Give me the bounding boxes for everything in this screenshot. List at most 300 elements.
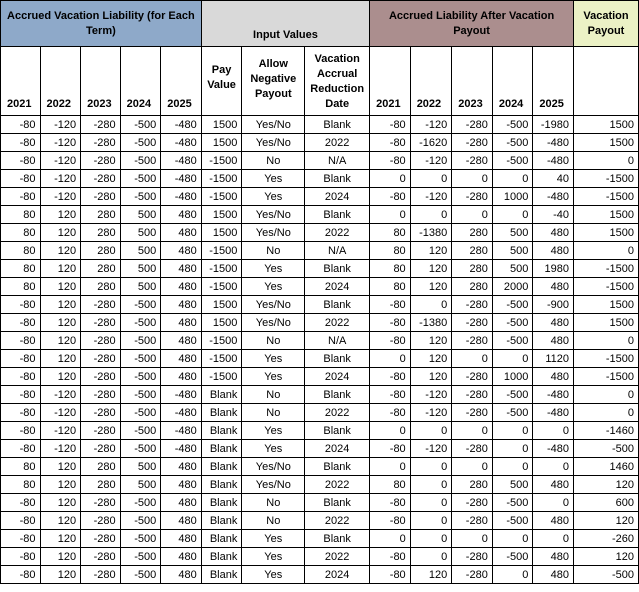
- table-cell: Yes/No: [242, 476, 305, 494]
- table-cell: -480: [161, 440, 202, 458]
- table-cell: -260: [574, 530, 639, 548]
- table-cell: -80: [1, 512, 41, 530]
- table-cell: -480: [161, 152, 202, 170]
- table-cell: -120: [410, 116, 452, 134]
- table-cell: 480: [533, 512, 574, 530]
- table-cell: -120: [410, 386, 452, 404]
- table-cell: 1500: [574, 206, 639, 224]
- table-cell: 120: [40, 278, 81, 296]
- table-cell: -280: [452, 548, 493, 566]
- table-cell: 120: [40, 350, 81, 368]
- table-cell: -80: [370, 440, 411, 458]
- table-cell: 0: [452, 458, 493, 476]
- table-cell: -80: [1, 530, 41, 548]
- table-row: [1, 548, 639, 566]
- table-cell: 480: [161, 530, 202, 548]
- table-cell: Blank: [201, 440, 242, 458]
- table-cell: -900: [533, 296, 574, 314]
- table-cell: 2022: [305, 404, 370, 422]
- table-cell: No: [242, 404, 305, 422]
- table-cell: Blank: [201, 530, 242, 548]
- table-cell: 0: [492, 350, 533, 368]
- table-cell: Yes: [242, 422, 305, 440]
- table-row: [1, 458, 639, 476]
- table-cell: 120: [40, 332, 81, 350]
- table-cell: Yes: [242, 350, 305, 368]
- table-cell: Blank: [201, 458, 242, 476]
- table-cell: -40: [533, 206, 574, 224]
- table-cell: -280: [81, 170, 121, 188]
- table-cell: Yes/No: [242, 206, 305, 224]
- col-pay-value: Pay Value: [201, 47, 242, 116]
- table-cell: 480: [161, 476, 202, 494]
- table-cell: 0: [370, 530, 411, 548]
- table-cell: 480: [161, 260, 202, 278]
- table-row: [1, 440, 639, 458]
- table-row: [1, 386, 639, 404]
- table-cell: -280: [81, 116, 121, 134]
- table-cell: 480: [161, 332, 202, 350]
- col-accrued-2022: 2022: [40, 47, 81, 116]
- table-cell: -80: [370, 566, 411, 584]
- table-cell: 600: [574, 494, 639, 512]
- table-cell: N/A: [305, 152, 370, 170]
- table-cell: 0: [533, 422, 574, 440]
- table-cell: 80: [1, 458, 41, 476]
- table-cell: -500: [120, 188, 161, 206]
- table-cell: Blank: [305, 458, 370, 476]
- table-cell: 480: [161, 494, 202, 512]
- table-cell: 0: [452, 530, 493, 548]
- table-cell: -120: [40, 116, 81, 134]
- table-cell: -1500: [574, 260, 639, 278]
- table-cell: -280: [81, 422, 121, 440]
- table-cell: 280: [81, 476, 121, 494]
- table-cell: 80: [370, 242, 411, 260]
- table-row: [1, 206, 639, 224]
- table-cell: 2024: [305, 278, 370, 296]
- table-cell: -500: [492, 152, 533, 170]
- group-input-header: Input Values: [201, 1, 369, 47]
- table-cell: 0: [410, 206, 452, 224]
- table-cell: -80: [1, 350, 41, 368]
- table-cell: -80: [1, 170, 41, 188]
- table-cell: 480: [533, 368, 574, 386]
- table-row: [1, 314, 639, 332]
- table-cell: 1500: [574, 116, 639, 134]
- table-cell: -480: [533, 134, 574, 152]
- table-cell: -120: [40, 134, 81, 152]
- table-cell: -480: [161, 116, 202, 134]
- table-cell: -500: [492, 404, 533, 422]
- table-cell: 500: [492, 242, 533, 260]
- table-cell: Blank: [305, 116, 370, 134]
- table-cell: 120: [410, 350, 452, 368]
- table-cell: 120: [40, 242, 81, 260]
- table-cell: 280: [81, 206, 121, 224]
- table-cell: 2024: [305, 188, 370, 206]
- table-cell: -80: [370, 152, 411, 170]
- table-row: [1, 188, 639, 206]
- table-cell: 120: [40, 494, 81, 512]
- table-cell: -500: [120, 404, 161, 422]
- table-cell: 80: [1, 278, 41, 296]
- table-cell: -500: [492, 134, 533, 152]
- table-cell: -80: [1, 386, 41, 404]
- table-cell: -280: [81, 296, 121, 314]
- table-cell: -280: [81, 152, 121, 170]
- table-cell: -500: [120, 116, 161, 134]
- table-cell: 80: [370, 278, 411, 296]
- table-cell: 280: [81, 458, 121, 476]
- table-cell: Blank: [305, 530, 370, 548]
- table-row: [1, 134, 639, 152]
- table-cell: 1500: [201, 206, 242, 224]
- table-cell: 120: [40, 458, 81, 476]
- table-cell: -80: [370, 134, 411, 152]
- table-cell: -280: [452, 116, 493, 134]
- table-cell: -1500: [574, 170, 639, 188]
- col-after-2022: 2022: [410, 47, 452, 116]
- table-cell: -280: [452, 152, 493, 170]
- table-cell: -1500: [201, 368, 242, 386]
- table-cell: 280: [81, 278, 121, 296]
- table-cell: Blank: [201, 512, 242, 530]
- table-cell: 0: [410, 458, 452, 476]
- table-cell: 80: [1, 476, 41, 494]
- table-cell: No: [242, 494, 305, 512]
- table-cell: 500: [120, 278, 161, 296]
- col-reduction-date: Vacation Accrual Reduction Date: [305, 47, 370, 116]
- table-cell: N/A: [305, 332, 370, 350]
- table-cell: 120: [410, 332, 452, 350]
- table-cell: -280: [452, 314, 493, 332]
- table-row: [1, 350, 639, 368]
- table-cell: 80: [1, 242, 41, 260]
- table-cell: 0: [574, 332, 639, 350]
- table-cell: 0: [370, 170, 411, 188]
- table-cell: 80: [370, 476, 411, 494]
- table-cell: Blank: [305, 422, 370, 440]
- table-cell: 480: [533, 242, 574, 260]
- table-cell: -80: [370, 494, 411, 512]
- table-cell: 1460: [574, 458, 639, 476]
- table-cell: 0: [492, 440, 533, 458]
- table-cell: -1620: [410, 134, 452, 152]
- table-row: [1, 260, 639, 278]
- table-cell: Blank: [201, 566, 242, 584]
- table-cell: No: [242, 242, 305, 260]
- table-cell: 120: [40, 314, 81, 332]
- table-cell: 120: [574, 512, 639, 530]
- table-cell: -80: [370, 548, 411, 566]
- table-cell: 480: [161, 224, 202, 242]
- table-cell: 1500: [201, 296, 242, 314]
- table-cell: -280: [81, 494, 121, 512]
- table-cell: 80: [1, 260, 41, 278]
- table-cell: 0: [533, 494, 574, 512]
- table-cell: 1500: [574, 296, 639, 314]
- table-cell: 1120: [533, 350, 574, 368]
- table-cell: Yes/No: [242, 314, 305, 332]
- table-cell: 0: [492, 458, 533, 476]
- table-cell: 0: [574, 242, 639, 260]
- table-cell: 480: [533, 566, 574, 584]
- table-body: [1, 116, 639, 584]
- table-cell: Blank: [305, 206, 370, 224]
- table-cell: 80: [1, 224, 41, 242]
- table-cell: -80: [1, 116, 41, 134]
- table-cell: 480: [161, 278, 202, 296]
- table-cell: -80: [1, 332, 41, 350]
- table-cell: -1500: [201, 350, 242, 368]
- table-cell: 0: [492, 170, 533, 188]
- table-cell: 500: [492, 224, 533, 242]
- table-cell: 2024: [305, 566, 370, 584]
- table-cell: -480: [161, 404, 202, 422]
- table-row: [1, 170, 639, 188]
- table-cell: Blank: [305, 350, 370, 368]
- table-cell: -480: [161, 134, 202, 152]
- table-cell: -1500: [574, 350, 639, 368]
- table-cell: 2022: [305, 134, 370, 152]
- table-cell: 0: [492, 530, 533, 548]
- table-cell: 0: [410, 170, 452, 188]
- table-cell: 500: [120, 260, 161, 278]
- table-cell: 280: [81, 242, 121, 260]
- table-cell: Blank: [201, 494, 242, 512]
- table-cell: -80: [370, 512, 411, 530]
- table-cell: Yes: [242, 566, 305, 584]
- table-cell: -280: [81, 440, 121, 458]
- table-cell: -500: [492, 386, 533, 404]
- col-payout: [574, 47, 639, 116]
- table-cell: -120: [410, 152, 452, 170]
- table-cell: 120: [40, 512, 81, 530]
- table-cell: 0: [452, 206, 493, 224]
- table-cell: -120: [410, 404, 452, 422]
- table-cell: No: [242, 332, 305, 350]
- table-cell: -1500: [201, 188, 242, 206]
- col-after-2024: 2024: [492, 47, 533, 116]
- table-cell: Yes/No: [242, 116, 305, 134]
- table-cell: -500: [574, 566, 639, 584]
- table-cell: -80: [370, 404, 411, 422]
- table-cell: -1460: [574, 422, 639, 440]
- table-cell: 480: [161, 296, 202, 314]
- table-cell: -500: [120, 152, 161, 170]
- table-cell: 80: [370, 224, 411, 242]
- table-cell: 0: [370, 350, 411, 368]
- table-cell: -500: [120, 548, 161, 566]
- table-cell: -500: [120, 134, 161, 152]
- table-cell: 0: [410, 494, 452, 512]
- table-row: [1, 278, 639, 296]
- table-cell: -280: [81, 512, 121, 530]
- table-cell: 500: [492, 476, 533, 494]
- table-cell: 120: [410, 260, 452, 278]
- table-cell: -80: [1, 404, 41, 422]
- table-cell: Blank: [305, 296, 370, 314]
- table-cell: -500: [492, 314, 533, 332]
- table-cell: -80: [1, 548, 41, 566]
- table-cell: -280: [81, 566, 121, 584]
- table-cell: 2022: [305, 314, 370, 332]
- table-cell: Blank: [201, 422, 242, 440]
- table-row: [1, 224, 639, 242]
- table-cell: -1500: [201, 152, 242, 170]
- table-row: [1, 368, 639, 386]
- table-cell: 1500: [574, 134, 639, 152]
- table-cell: 500: [120, 224, 161, 242]
- table-cell: 480: [533, 314, 574, 332]
- table-cell: 480: [161, 350, 202, 368]
- table-row: [1, 116, 639, 134]
- table-cell: -80: [370, 332, 411, 350]
- table-cell: 120: [40, 566, 81, 584]
- col-after-2025: 2025: [533, 47, 574, 116]
- table-cell: -80: [1, 314, 41, 332]
- table-cell: 0: [370, 458, 411, 476]
- table-cell: 40: [533, 170, 574, 188]
- col-accrued-2025: 2025: [161, 47, 202, 116]
- table-row: [1, 332, 639, 350]
- table-cell: Blank: [201, 386, 242, 404]
- table-cell: 0: [492, 422, 533, 440]
- table-cell: -480: [533, 386, 574, 404]
- table-cell: -1500: [574, 188, 639, 206]
- table-cell: 480: [533, 332, 574, 350]
- col-after-2021: 2021: [370, 47, 411, 116]
- table-cell: No: [242, 386, 305, 404]
- col-after-2023: 2023: [452, 47, 493, 116]
- table-cell: 480: [161, 242, 202, 260]
- table-cell: -280: [452, 512, 493, 530]
- table-cell: 2022: [305, 548, 370, 566]
- table-cell: -500: [120, 350, 161, 368]
- table-cell: Blank: [201, 404, 242, 422]
- table-cell: Yes: [242, 368, 305, 386]
- table-cell: 480: [161, 314, 202, 332]
- table-cell: 0: [492, 206, 533, 224]
- table-cell: Yes/No: [242, 458, 305, 476]
- table-row: [1, 242, 639, 260]
- table-cell: -80: [1, 152, 41, 170]
- table-cell: 120: [40, 206, 81, 224]
- table-cell: -1500: [201, 278, 242, 296]
- col-accrued-2023: 2023: [81, 47, 121, 116]
- table-row: [1, 404, 639, 422]
- table-cell: -1500: [574, 278, 639, 296]
- table-cell: 1000: [492, 368, 533, 386]
- table-cell: -80: [1, 134, 41, 152]
- table-cell: -500: [492, 512, 533, 530]
- table-cell: -480: [161, 188, 202, 206]
- table-cell: -80: [1, 368, 41, 386]
- table-cell: -500: [492, 548, 533, 566]
- table-cell: -1380: [410, 224, 452, 242]
- table-cell: -500: [492, 296, 533, 314]
- table-cell: -500: [120, 422, 161, 440]
- table-cell: 0: [370, 422, 411, 440]
- table-cell: -280: [452, 134, 493, 152]
- table-cell: -120: [40, 386, 81, 404]
- table-row: [1, 422, 639, 440]
- table-cell: 0: [533, 458, 574, 476]
- table-cell: 480: [161, 206, 202, 224]
- table-cell: 1500: [201, 134, 242, 152]
- table-cell: Yes/No: [242, 134, 305, 152]
- table-cell: 280: [81, 260, 121, 278]
- table-cell: Blank: [305, 260, 370, 278]
- table-row: [1, 296, 639, 314]
- table-cell: -500: [120, 332, 161, 350]
- table-cell: -500: [492, 332, 533, 350]
- table-cell: -280: [452, 440, 493, 458]
- table-cell: -500: [120, 530, 161, 548]
- table-cell: 120: [40, 296, 81, 314]
- table-cell: 480: [533, 278, 574, 296]
- table-cell: 1500: [574, 314, 639, 332]
- table-cell: -120: [40, 188, 81, 206]
- table-cell: -480: [161, 422, 202, 440]
- table-cell: -480: [161, 170, 202, 188]
- col-accrued-2024: 2024: [120, 47, 161, 116]
- table-cell: 0: [410, 530, 452, 548]
- table-cell: -480: [533, 440, 574, 458]
- table-cell: -280: [452, 566, 493, 584]
- table-cell: 500: [492, 260, 533, 278]
- table-cell: 1980: [533, 260, 574, 278]
- table-cell: -80: [370, 188, 411, 206]
- table-cell: N/A: [305, 242, 370, 260]
- table-row: [1, 494, 639, 512]
- table-cell: -120: [40, 422, 81, 440]
- table-cell: -80: [370, 296, 411, 314]
- table-cell: Yes: [242, 170, 305, 188]
- table-cell: Yes: [242, 440, 305, 458]
- table-row: [1, 566, 639, 584]
- table-cell: 0: [370, 206, 411, 224]
- table-cell: 120: [410, 566, 452, 584]
- table-cell: -80: [1, 422, 41, 440]
- table-cell: -480: [161, 386, 202, 404]
- table-cell: 500: [120, 458, 161, 476]
- table-cell: 2022: [305, 476, 370, 494]
- table-cell: 1500: [201, 116, 242, 134]
- table-cell: -280: [452, 494, 493, 512]
- table-row: [1, 512, 639, 530]
- table-cell: -280: [81, 368, 121, 386]
- table-cell: 120: [40, 224, 81, 242]
- table-cell: 0: [574, 386, 639, 404]
- table-cell: -280: [81, 404, 121, 422]
- table-cell: -280: [81, 332, 121, 350]
- table-cell: 480: [161, 548, 202, 566]
- table-cell: 1500: [201, 224, 242, 242]
- table-cell: 280: [452, 224, 493, 242]
- table-cell: -500: [120, 566, 161, 584]
- table-cell: Yes/No: [242, 224, 305, 242]
- table-cell: Yes: [242, 530, 305, 548]
- table-cell: -280: [81, 386, 121, 404]
- table-cell: 280: [452, 476, 493, 494]
- table-cell: -120: [40, 404, 81, 422]
- group-payout-header: Vacation Payout: [574, 1, 639, 47]
- table-cell: -480: [533, 152, 574, 170]
- table-cell: 0: [410, 296, 452, 314]
- group-accrued-header: Accrued Vacation Liability (for Each Term): [1, 1, 202, 47]
